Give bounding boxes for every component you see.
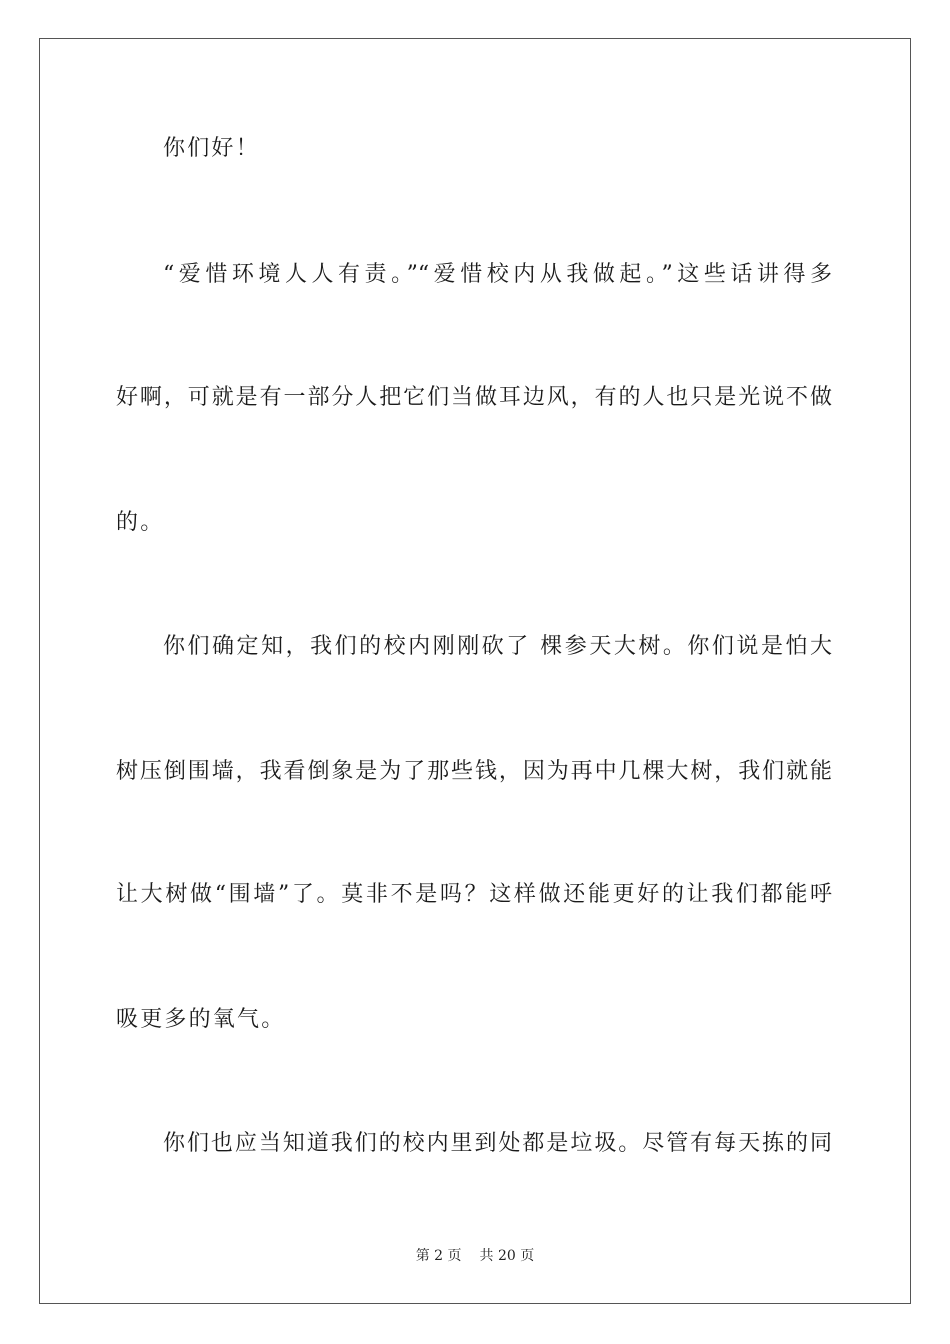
page-number: 第 2 页 (415, 1248, 462, 1264)
page-border (39, 38, 911, 1304)
total-pages: 共 20 页 (479, 1248, 535, 1264)
page-footer (0, 1246, 950, 1266)
paragraph-2-line-3: 让大树做“围墙”了。莫非不是吗？这样做还能更好的让我们都能呼 (116, 882, 832, 907)
greeting-line: 你们好！ (163, 136, 260, 161)
paragraph-2-line-1: 你们确定知，我们的校内刚刚砍了 棵参天大树。你们说是怕大 (163, 634, 832, 659)
paragraph-1-line-3: 的。 (116, 510, 165, 535)
paragraph-3-line-1: 你们也应当知道我们的校内里到处都是垃圾。尽管有每天拣的同 (163, 1131, 832, 1156)
paragraph-1-line-1: “爱惜环境人人有责。”“爱惜校内从我做起。”这些话讲得多 (163, 262, 832, 287)
paragraph-2-line-4: 吸更多的氧气。 (116, 1007, 286, 1032)
paragraph-2-line-2: 树压倒围墙，我看倒象是为了那些钱，因为再中几棵大树，我们就能 (116, 759, 832, 784)
paragraph-1-line-2: 好啊，可就是有一部分人把它们当做耳边风，有的人也只是光说不做 (116, 385, 832, 410)
